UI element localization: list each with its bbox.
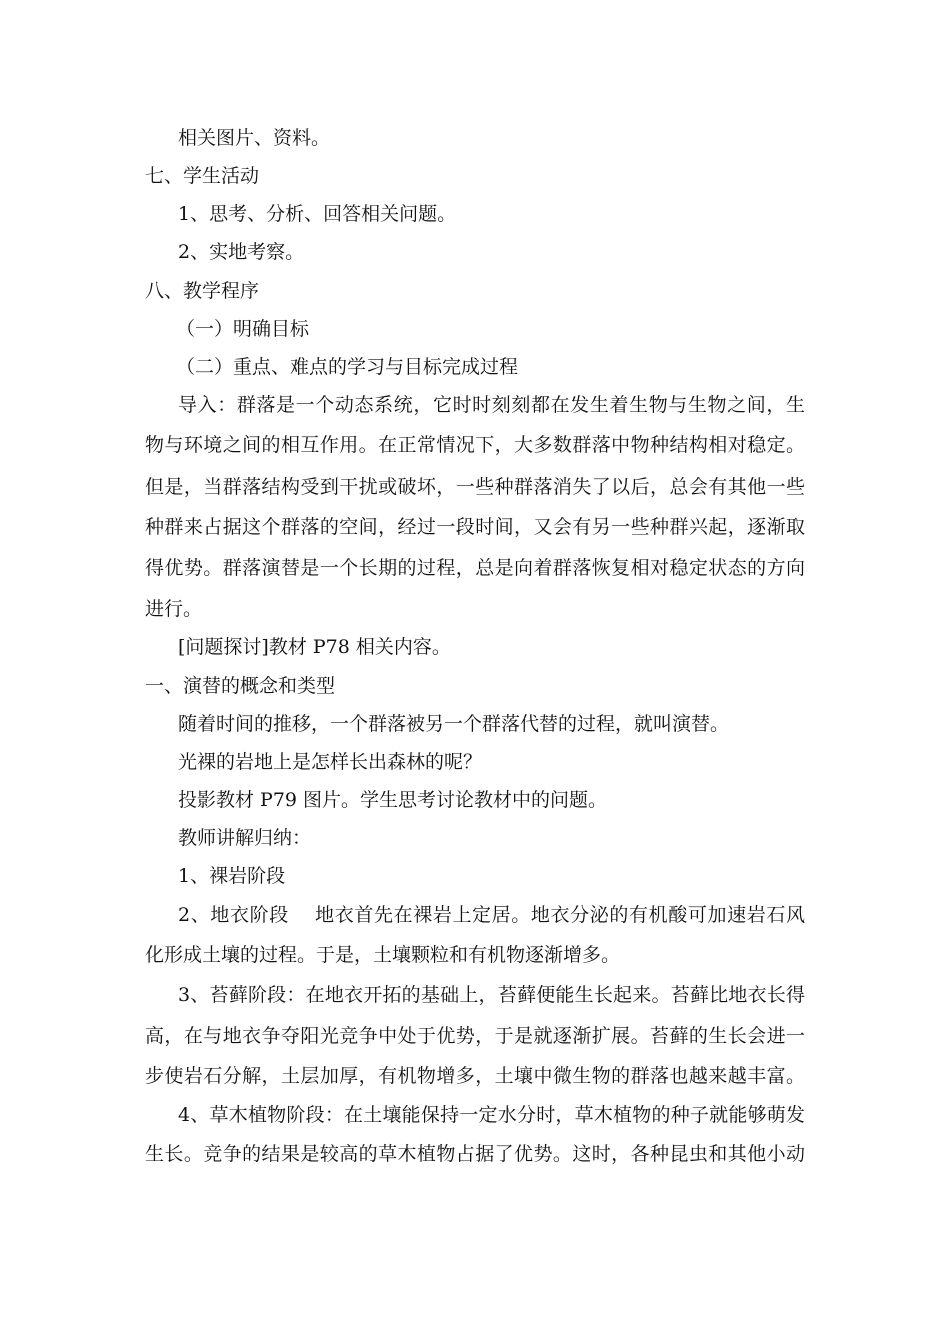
paragraph-line: 2、地衣阶段 地衣首先在裸岩上定居。地衣分泌的有机酸可加速岩石风 xyxy=(178,904,805,926)
paragraph-line: 但是，当群落结构受到干扰或破坏，一些种群落消失了以后，总会有其他一些 xyxy=(145,476,805,498)
text-line: 教师讲解归纳： xyxy=(178,827,312,849)
section-heading-succession: 一、演替的概念和类型 xyxy=(145,675,336,697)
subsection-heading: （二）重点、难点的学习与目标完成过程 xyxy=(176,356,519,378)
section-heading-student-activity: 七、学生活动 xyxy=(145,165,260,187)
paragraph-line: 4、草木植物阶段：在土壤能保持一定水分时，草木植物的种子就能够萌发 xyxy=(178,1104,805,1126)
subsection-heading: （一）明确目标 xyxy=(176,318,310,340)
paragraph-line: 种群来占据这个群落的空间，经过一段时间，又会有另一些种群兴起，逐渐取 xyxy=(145,516,805,538)
paragraph-line: 生长。竞争的结果是较高的草木植物占据了优势。这时，各种昆虫和其他小动 xyxy=(145,1143,805,1165)
text-line: [问题探讨]教材 P78 相关内容。 xyxy=(178,636,451,658)
paragraph-line: 3、苔藓阶段：在地衣开拓的基础上，苔藓便能生长起来。苔藓比地衣长得 xyxy=(178,984,805,1006)
paragraph-line: 进行。 xyxy=(145,598,203,620)
list-item: 2、实地考察。 xyxy=(178,241,305,263)
text-line: 相关图片、资料。 xyxy=(178,127,331,149)
list-item: 1、思考、分析、回答相关问题。 xyxy=(178,203,457,225)
paragraph-line: 化形成土壤的过程。于是，土壤颗粒和有机物逐渐增多。 xyxy=(145,944,621,966)
text-line: 随着时间的推移，一个群落被另一个群落代替的过程，就叫演替。 xyxy=(178,713,730,735)
list-item: 1、裸岩阶段 xyxy=(178,865,286,887)
text-line: 投影教材 P79 图片。学生思考讨论教材中的问题。 xyxy=(178,789,608,811)
paragraph-line: 得优势。群落演替是一个长期的过程，总是向着群落恢复相对稳定状态的方向 xyxy=(145,557,805,579)
section-heading-teaching-procedure: 八、教学程序 xyxy=(145,280,260,302)
paragraph-line: 步使岩石分解，土层加厚，有机物增多，土壤中微生物的群落也越来越丰富。 xyxy=(145,1065,805,1087)
paragraph-line: 高，在与地衣争夺阳光竞争中处于优势，于是就逐渐扩展。苔藓的生长会进一 xyxy=(145,1025,805,1047)
text-line: 光裸的岩地上是怎样长出森林的呢？ xyxy=(178,751,483,773)
paragraph-line: 物与环境之间的相互作用。在正常情况下，大多数群落中物种结构相对稳定。 xyxy=(145,434,805,456)
paragraph-line: 导入：群落是一个动态系统，它时时刻刻都在发生着生物与生物之间，生 xyxy=(178,394,805,416)
